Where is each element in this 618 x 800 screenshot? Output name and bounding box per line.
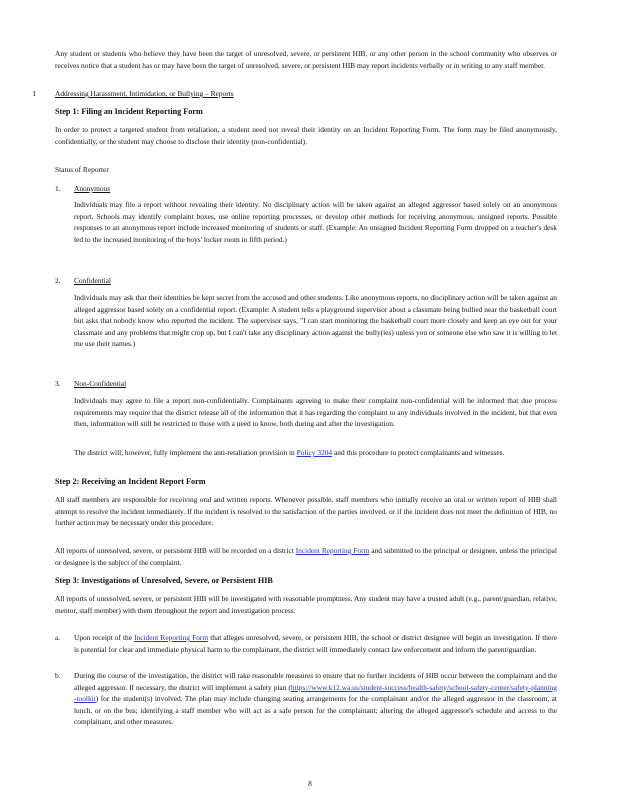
intro-paragraph: Any student or students who believe they have been the target of unresolved, severe, or persistent HIB, or any other person in the school community who observes or receives notice that a student has or may have been the target of unresolved, severe, or persistent HIB may report incidents verbally or in writing to any staff member. <box>55 49 557 70</box>
item-number: 2. <box>55 276 61 285</box>
step2-paragraph-2 <box>55 545 557 568</box>
item-number: 3. <box>55 379 61 388</box>
non-confidential-heading: Non-Confidential <box>74 379 127 388</box>
anti-retaliation-paragraph <box>74 447 557 459</box>
step3-item-a-text-end: that alleges unresolved, severe, or persistent HIB, the school or district designee will begin an investigation. If there is potential for clear and immediate physical harm to the complainant, the district will immediately contact law enforcement and inform the parent/guardian. <box>74 633 558 654</box>
step3-item-a <box>74 632 557 655</box>
step2-paragraph-1: All staff members are responsible for receiving oral and written reports. Whenever possible, staff members who initially receive an oral or written report of HIB shall attempt to resolve the incident immediately. If the incident is resolved to the satisfaction of the parties involved, or if the incident does not meet the definition of HIB, no further action may be necessary under this procedure. <box>55 495 557 527</box>
anonymous-paragraph: Individuals may file a report without revealing their identity. No disciplinary action will be taken against an alleged aggressor based solely on an anonymous report. Schools may identify complaint boxes, use online reporting processes, or develop other methods for receiving anonymous, unsigned reports. Possible responses to an anonymous report include increased monitoring of students or staff. (Example: An unsigned Incident Reporting Form dropped on a teacher's desk led to the increased monitoring of the boys' locker room in fifth period.) <box>74 200 557 244</box>
step3-heading: Step 3: Investigations of Unresolved, Severe, or Persistent HIB <box>55 576 273 585</box>
incident-reporting-form-link[interactable]: Incident Reporting Form <box>295 546 370 555</box>
step1-paragraph: In order to protect a targeted student from retaliation, a student need not reveal their identity on an Incident Reporting Form. The form may be filed anonymously, confidentially, or the student may choose to disclose their identity (non-confidential). <box>55 125 557 146</box>
step2-heading: Step 2: Receiving an Incident Report Form <box>55 477 206 486</box>
incident-reporting-form-link[interactable]: Incident Reporting Form <box>134 633 209 642</box>
step3-item-b-text-end: ) for the student(s) involved. The plan may include changing seating arrangements for the complainant and/or the alleged aggressor in the classroom, at lunch, or on the bus; identifying a staff member who will act as a safe person for the complainant; altering the alleged aggressor's schedule and access to the complainant, and other measures. <box>74 694 557 726</box>
status-of-reporter-label: Status of Reporter <box>55 165 109 174</box>
item-letter: b. <box>55 671 61 680</box>
step3-item-b <box>74 670 557 728</box>
non-confidential-paragraph: Individuals may agree to file a report non-confidentially. Complainants agreeing to make their complaint non-confidential will be informed that due process requirements may require that the district release all of the information that it has regarding the complaint to any individuals involved in the incident, but that even then, information will still be restricted to those with a need to know, both during and after the investigation. <box>74 396 557 428</box>
step3-item-b-text: During the course of the investigation, the district will take reasonable measures to ensure that no further incidents of HIB occur between the complainant and the alleged aggressor. If necessary, the district will implement a safety plan ( <box>74 671 557 692</box>
step1-heading: Step 1: Filing an Incident Reporting Form <box>55 107 203 116</box>
step2-text-end: and submitted to the principal or designee, unless the principal or designee is the subject of the complaint. <box>55 546 558 567</box>
step2-text: All reports of unresolved, severe, or persistent HIB will be recorded on a district <box>55 546 296 555</box>
section-heading: Addressing Harassment, Intimidation, or Bullying – Reports <box>55 89 234 98</box>
anonymous-heading: Anonymous <box>74 184 111 193</box>
policy-3204-link[interactable]: Policy 3204 <box>296 448 333 457</box>
page-number: 8 <box>308 779 312 788</box>
item-number: 1. <box>55 184 61 193</box>
item-letter: a. <box>55 633 61 642</box>
safety-planning-toolkit-link[interactable]: https://www.k12.wa.us/student-success/health-safety/school-safety-center/safety-planning-toolkit <box>74 682 557 703</box>
anti-retaliation-text-end: and this procedure to protect complainants and witnesses. <box>332 448 505 457</box>
confidential-paragraph: Individuals may ask that their identities be kept secret from the accused and other students. Like anonymous reports, no disciplinary action will be taken against an alleged aggressor based solely on a confidential report. (Example: A student tells a playground supervisor about a classmate being bullied near the basketball court but asks that nobody know who reported the incident. The supervisor says, "I can start monitoring the basketball court more closely and keep an eye out for your classmate and any problems that might crop up, but I can't take any disciplinary action against the bully(ies) unless you or someone else who saw it is willing to let me use their names.) <box>74 293 557 348</box>
step3-item-a-text: Upon receipt of the <box>74 633 135 642</box>
section-numeral: I <box>33 89 36 98</box>
confidential-heading: Confidential <box>74 276 111 285</box>
anti-retaliation-text: The district will, however, fully implement the anti-retaliation provision in <box>74 448 297 457</box>
step3-paragraph: All reports of unresolved, severe, or persistent HIB will be investigated with reasonable promptness. Any student may have a trusted adult (e.g., parent/guardian, relative, mentor, staff member) with them throughout the report and investigation process. <box>55 594 557 615</box>
